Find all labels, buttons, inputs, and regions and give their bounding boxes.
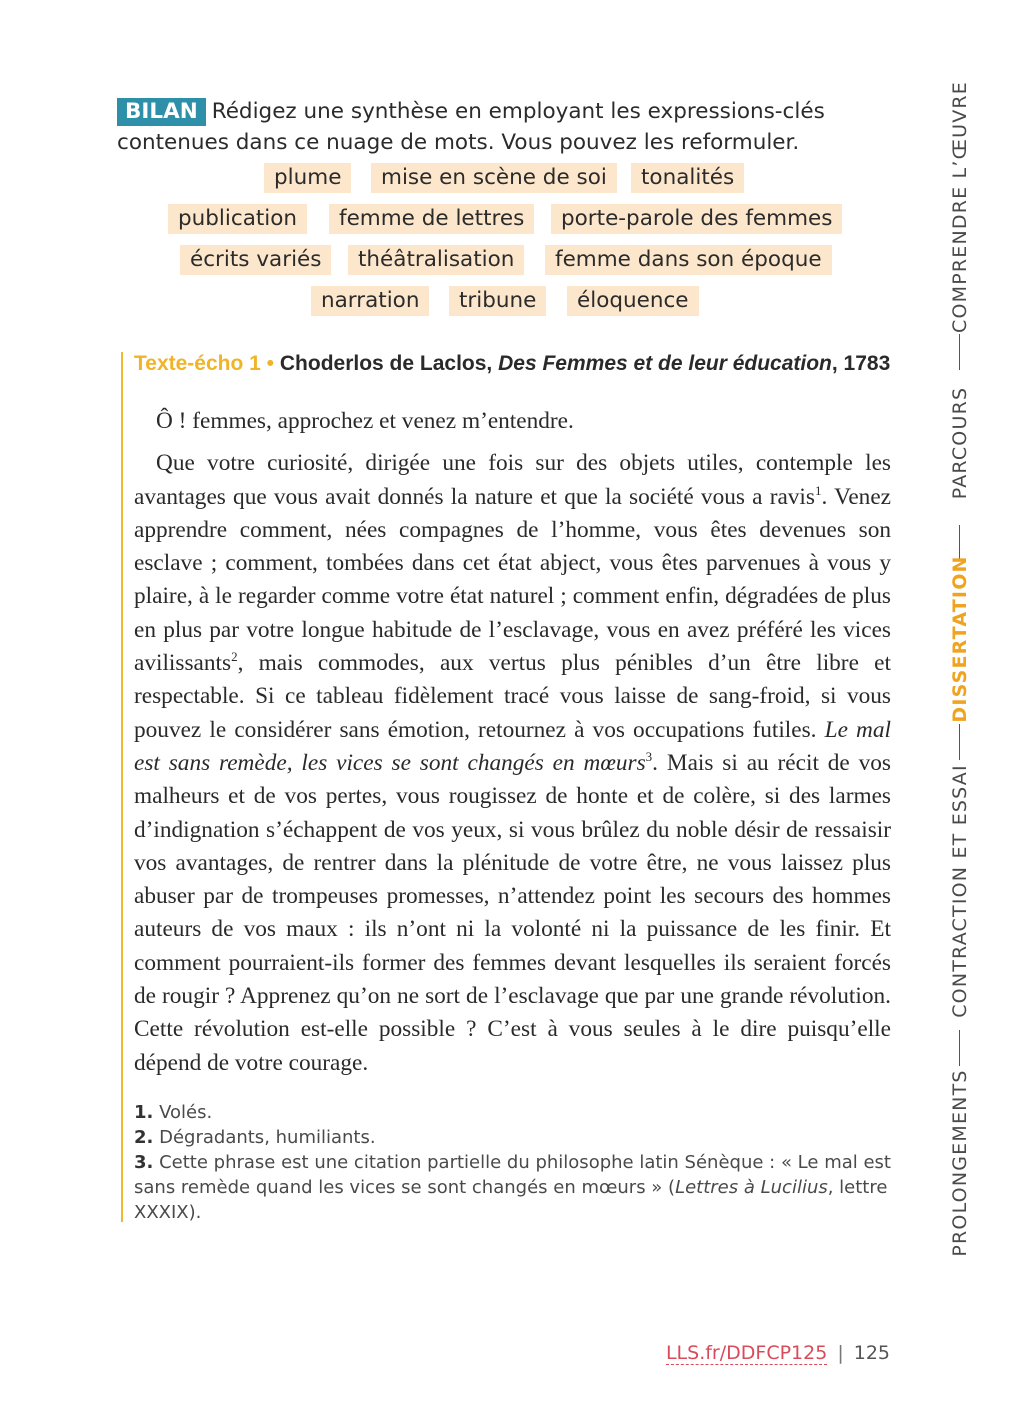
footnotes [134,1100,891,1225]
keyword: tribune [449,286,546,316]
keyword: mise en scène de soi [371,163,617,193]
keyword: narration [311,286,429,316]
footnote: 3. Cette phrase est une citation partielle du philosophe latin Sénèque : « Le mal est sans remède quand les vices se sont changés en mœurs » (Lettres à Lucilius, lettre XXXIX). [134,1152,891,1223]
footnote-ref: 1 [814,482,822,498]
bilan-tag: BILAN [117,98,206,126]
bilan-instruction [117,96,897,158]
echo-year: , 1783 [831,352,891,375]
sidenav-divider [959,1030,960,1066]
page-footer [666,1342,890,1364]
paragraph: Que votre curiosité, dirigée une fois sur des objets utiles, contemple les avantages que vous avait donnés la nature et que la société vous a ravis$^1$. Venez apprendre comment, nées compagnes de l’homme, vous êtes devenues son esclave ; comment, tombées dans cet état abject, vous êtes parvenues à vous y plaire, à le regarder comme votre état naturel ; comment enfin, dégradées de plus en plus par votre longue habitude de l’esclavage, vous en avez préféré les vices avilissants$^2$, mais commodes, aux vertus plus pénibles d’un être libre et respectable. Si ce tableau fidèlement tracé vous laisse de sang-froid, si vous pouvez le considérer sans émotion, retournez à vos occupations futiles. Le mal est sans remède, les vices se sont changés en mœurs$^3$. Mais si au récit de vos malheurs et de vos pertes, vous rougissez de honte et de colère, si des larmes d’indignation s’échappent de vos yeux, si vous brûlez du noble désir de ressaisir vos avantages, de rentrer dans la plénitude de votre être, ne vous laissez plus abuser par de trompeuses promesses, n’attendez point les secours des hommes auteurs de vos maux : ils n’ont ni la volonté ni la puissance de les finir. Et comment pourraient-ils former des femmes devant lesquelles ils seraient forcés de rougir ? Apprenez qu’on ne sort de l’esclavage que par une grande révolution. Cette révolution est-elle possible ? C’est à vous seules à le dire puisqu’elle dépend de votre courage. [134,450,891,1076]
side-navigation [940,0,980,1418]
sidenav-contraction[interactable]: CONTRACTION ET ESSAI [949,764,971,1018]
resource-link[interactable]: LLS.fr/DDFCP125 [665,1342,828,1364]
keyword: femme dans son époque [545,245,832,275]
accent-rule [121,352,123,1222]
bilan-text: Rédigez une synthèse en employant les expressions-clés contenues dans ce nuage de mots. Vous pouvez les reformuler. [117,99,825,155]
sidenav-divider [959,334,960,370]
page-number: 125 [853,1342,890,1364]
keyword: publication [168,204,307,234]
echo-author: Choderlos de Laclos, [279,352,493,375]
keyword: écrits variés [180,245,331,275]
sidenav-parcours[interactable]: PARCOURS [949,386,971,500]
sidenav-prolongements[interactable]: PROLONGEMENTS [949,1069,971,1257]
footnote: 2. Dégradants, humiliants. [134,1127,376,1148]
keyword: plume [264,163,351,193]
paragraph: Ô ! femmes, approchez et venez m’entendre. [156,408,574,434]
echo-title: Des Femmes et de leur éducation [498,352,832,375]
quotation: Le mal est sans remède, les vices se sont changés en mœurs [134,716,891,776]
keyword: femme de lettres [329,204,534,234]
echo-separator: • [266,352,275,375]
keyword: porte-parole des femmes [551,204,842,234]
keyword: tonalités [631,163,744,193]
keyword: théâtralisation [348,245,524,275]
sidenav-dissertation[interactable]: DISSERTATION [949,555,971,723]
footer-separator: | [837,1342,844,1364]
echo-heading [134,352,890,376]
keyword: éloquence [567,286,699,316]
footnote-ref: 2 [231,649,238,665]
excerpt-text [134,405,891,1080]
sidenav-comprendre[interactable]: COMPRENDRE L’ŒUVRE [949,80,971,334]
sidenav-divider [959,724,960,760]
footnote-ref: 3 [645,749,653,765]
footnote: 1. Volés. [134,1102,213,1123]
echo-label: Texte-écho 1 [134,352,261,375]
